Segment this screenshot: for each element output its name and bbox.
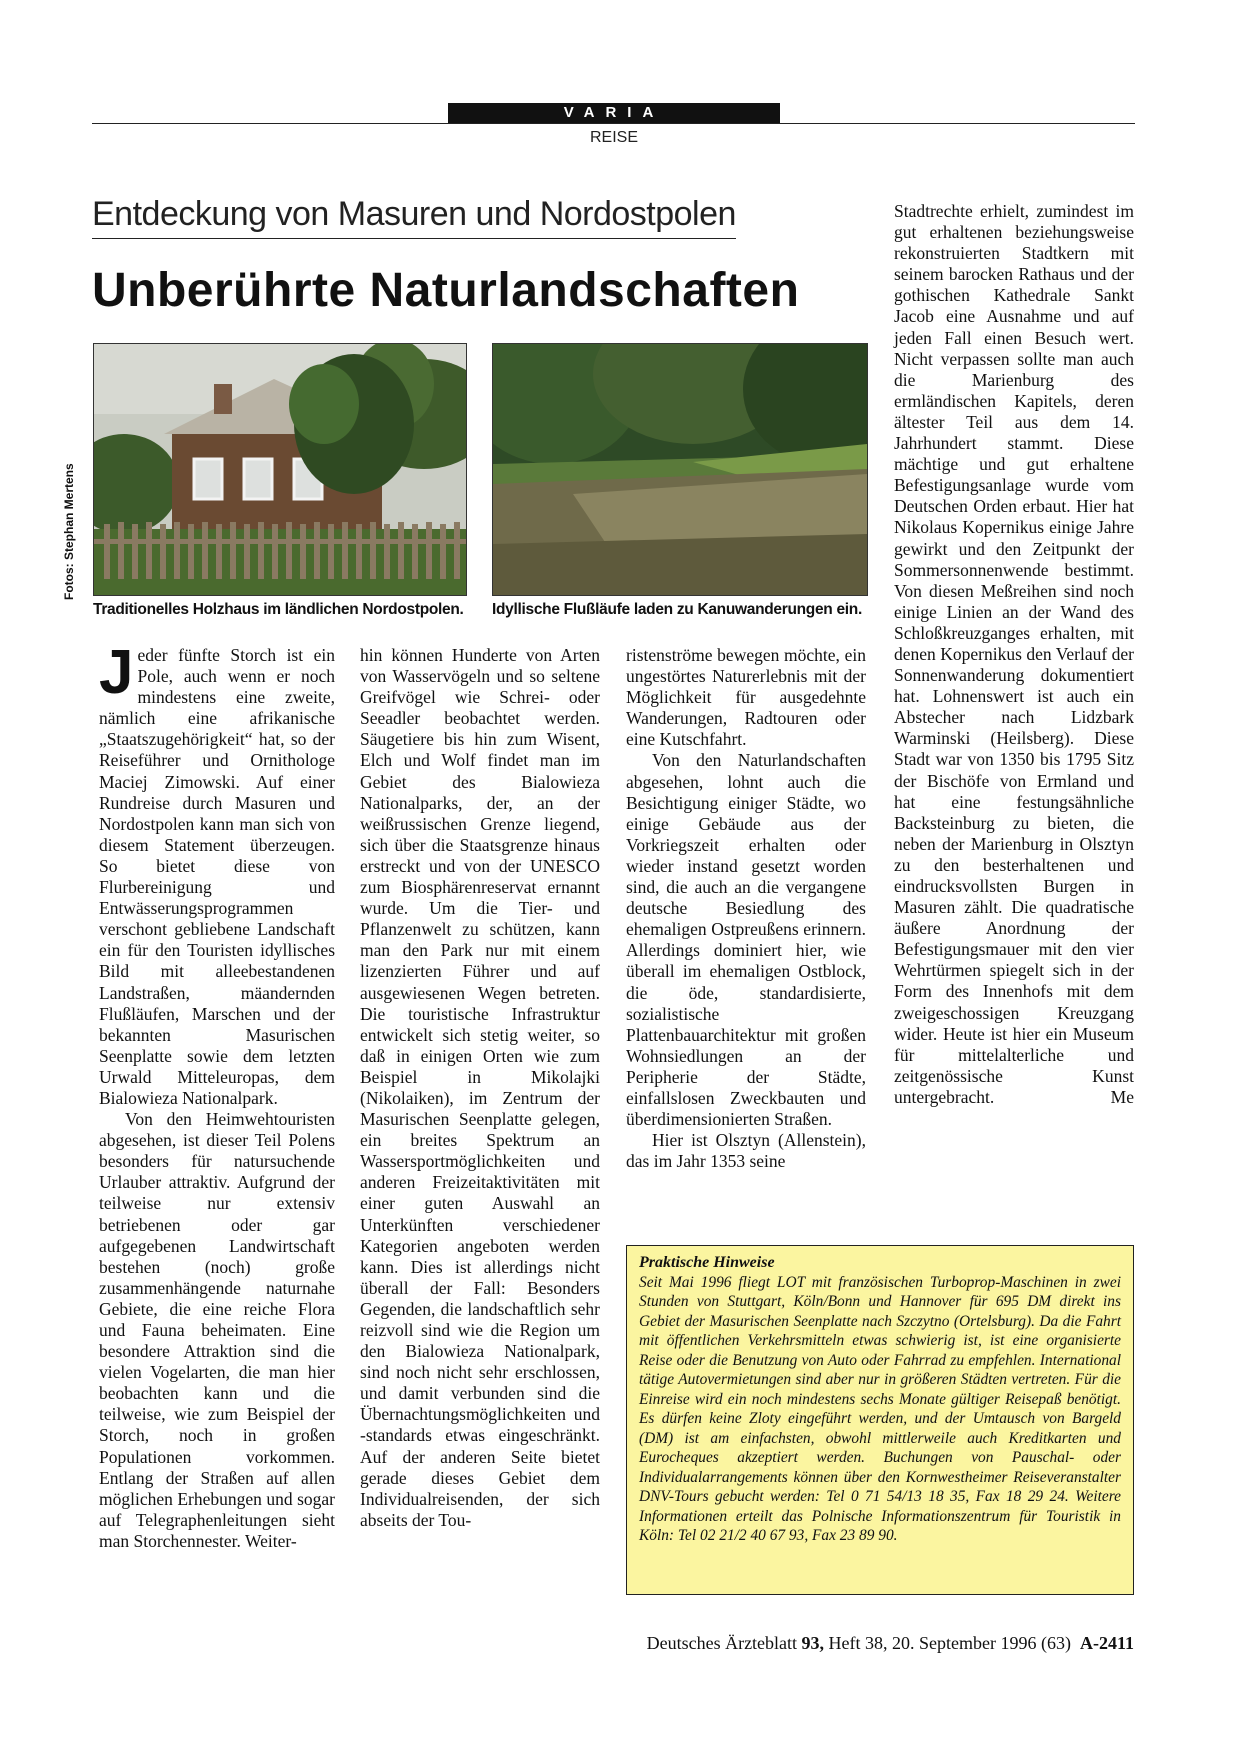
body-column-4 [894,201,1134,1108]
info-box-text: Seit Mai 1996 fliegt LOT mit französischen Turboprop-Maschinen in zwei Stunden von Stuttgart, Köln/Bonn und Hannover für 695 DM direkt ins Gebiet der Masurischen Seenplatte nach Szczytno (Ortelsburg). Da die Fahrt mit öffentlichen Verkehrsmitteln etwas schwierig ist, ist eine organisierte Reise oder die Benutzung von Auto oder Fahrrad zu empfehlen. International tätige Autovermietungen sind aber nur in größeren Städten vertreten. Für die Einreise wird ein noch mindestens sechs Monate gültiger Reisepaß benötigt. Es dürfen keine Zloty eingeführt werden, und der Umtausch von Bargeld (DM) ist am einfachsten, obwohl mittlerweile auch Kreditkarten und Eurocheques akzeptiert werden. Buchungen von Pauschal- oder Individualarrangements können über den Kornwestheimer Reiseveranstalter DNV-Tours gebucht werden: Tel 0 71 54/13 18 35, Fax 18 29 24. Weitere Informationen erteilt das Polnische Informationszentrum für Touristik in Köln: Tel 02 21/2 40 67 93, Fax 23 89 90. [639,1273,1121,1544]
paragraph: Jeder fünfte Storch ist ein Pole, auch wenn er noch mindestens eine zweite, nämlich eine afrikanische „Staatszugehörigkeit“ hat, so der Reiseführer und Ornithologe Maciej Zimowski. Auf einer Rundreise durch Masuren und Nordostpolen kann man sich von diesem Statement überzeugen. So bietet diese von Flurbereinigung und Entwässerungsprogrammen verschont gebliebene Landschaft ein für den Touristen idyllisches Bild mit alleebestandenen Landstraßen, mäandernden Flußläufen, Marschen und der bekannten Masurischen Seenplatte sowie dem letzten Urwald Mitteleuropas, dem Bialowieza Nationalpark. [99,638,335,1108]
body-column-1 [99,638,335,1552]
info-box-practical-tips [626,1245,1134,1595]
paragraph: Von den Heimwehtouristen abgesehen, ist dieser Teil Polens besonders für natursuchende Urlauber attraktiv. Aufgrund der teilweise nur extensiv betriebenen oder gar aufgegebenen Landwirtschaft bestehen (noch) große zusammenhängende naturnahe Gebiete, die eine reiche Flora und Fauna beheimaten. Eine besondere Attraktion sind die vielen Vogelarten, die man hier beobachten kann und die teilweise, wie zum Beispiel der Storch, noch in großen Populationen vorkommen. Entlang der Straßen auf allen möglichen Erhebungen und sogar auf Telegraphenleitungen sieht man Storchennester. Weiter- [99,1109,335,1551]
page-number: A-2411 [1080,1633,1134,1653]
body-column-3 [626,645,866,1172]
photo-credit: Fotos: Stephan Mertens [62,463,76,600]
paragraph: Stadtrechte erhielt, zumindest im gut erhaltenen beziehungsweise rekonstruierten Stadtkern mit seinem barocken Rathaus und der gothischen Kathedrale Sankt Jacob eine Ausnahme und auf jeden Fall einen Besuch wert. Nicht verpassen sollte man auch die Marienburg des ermländischen Kapitels, deren ältester Teil aus dem 14. Jahrhundert stammt. Diese mächtige und gut erhaltene Befestigungsanlage wurde vom Deutschen Orden erbaut. Hier hat Nikolaus Kopernikus einige Jahre gewirkt und den Zeitpunkt der Sommersonnenwende bestimmt. Von diesen Meßreihen sind noch einige Linien an der Wand des Schloßkreuzganges erhalten, mit denen Kopernikus den Verlauf der Sonnenwanderung dokumentiert hat. Lohnenswert ist auch ein Abstecher nach Lidzbark Warminski (Heilsberg). Diese Stadt war von 1350 bis 1795 Sitz der Bischöfe von Ermland und hat eine festungsähnliche Backsteinburg zu bieten, die neben der Marienburg in Olsztyn zu den besterhaltenen und eindrucksvollsten Burgen in Masuren zählt. Die quadratische äußere Anordnung der Befestigungsmauer mit den vier Wehrtürmen spiegelt sich in der Form des Innenhofs mit dem zweigeschossigen Kreuzgang wider. Heute ist hier ein Museum für mittelalterliche und zeitgenössische Kunst untergebracht. Me [894,201,1134,1107]
paragraph: ristenströme bewegen möchte, ein ungestörtes Naturerlebnis mit der Möglichkeit für ausgedehnte Wanderungen, Radtouren oder eine Kutschfahrt. [626,645,866,750]
page-footer [647,1633,1134,1654]
caption-left: Traditionelles Holzhaus im ländlichen Nordostpolen. [93,601,464,618]
issue-info: Heft 38, 20. September 1996 (63) [828,1633,1071,1653]
info-box-heading: Praktische Hinweise [639,1254,775,1271]
section-label: VARIA [448,103,780,123]
photo-wooden-house [93,343,467,596]
subsection-label: REISE [589,129,638,146]
caption-right: Idyllische Flußläufe laden zu Kanuwanderungen ein. [492,601,862,618]
header-rule [92,123,1135,124]
body-column-2 [360,645,600,1531]
photo-river [492,343,868,596]
drop-cap: J [99,638,134,707]
paragraph: hin können Hunderte von Arten von Wasservögeln und so seltene Greifvögel wie Schrei- oder Seeadler beobachtet werden. Säugetiere bis hin zum Wisent, Elch und Wolf findet man im Gebiet des Bialowieza Nationalparks, der, an der weißrussischen Grenze liegend, sich über die Staatsgrenze hinaus erstreckt und von der UNESCO zum Biosphärenreservat ernannt wurde. Um die Tier- und Pflanzenwelt zu schützen, kann man den Park nur mit einem lizenzierten Führer und auf ausgewiesenen Wegen betreten. Die touristische Infrastruktur entwickelt sich stetig weiter, so daß in einigen Orten wie zum Beispiel in Mikolajki (Nikolaiken), im Zentrum der Masurischen Seenplatte gelegen, ein breites Spektrum an Wassersportmöglichkeiten und anderen Freizeitaktivitäten mit einer guten Auswahl an Unterkünften verschiedener Kategorien angeboten werden kann. Dies ist allerdings nicht überall der Fall: Besonders Gegenden, die landschaftlich sehr reizvoll sind wie die Region um den Bialowieza Nationalpark, sind noch nicht sehr erschlossen, und damit verbunden sind die Übernachtungsmöglichkeiten und -standards etwas eingeschränkt. Auf der anderen Seite bietet gerade dieses Gebiet dem Individualreisenden, der sich abseits der Tou- [360,645,600,1530]
paragraph: Hier ist Olsztyn (Allenstein), das im Jahr 1353 seine [626,1130,866,1172]
article-headline: Unberührte Naturlandschaften [92,264,800,317]
paragraph: Von den Naturlandschaften abgesehen, lohnt auch die Besichtigung einiger Städte, wo einige Gebäude aus der Vorkriegszeit erhalten oder wieder instand gesetzt worden sind, die auch an die vergangene deutsche Besiedlung des ehemaligen Ostpreußens erinnern. Allerdings dominiert hier, wie überall im ehemaligen Ostblock, die öde, standardisierte, sozialistische Plattenbauarchitektur mit großen Wohnsiedlungen an der Peripherie der Städte, einfallslosen Zweckbauten und überdimensionierten Straßen. [626,750,866,1130]
volume-number: 93, [801,1633,825,1653]
author-signature: Me [1110,1086,1134,1107]
article-subtitle: Entdeckung von Masuren und Nordostpolen [92,195,736,239]
journal-name: Deutsches Ärzteblatt [646,1633,798,1653]
